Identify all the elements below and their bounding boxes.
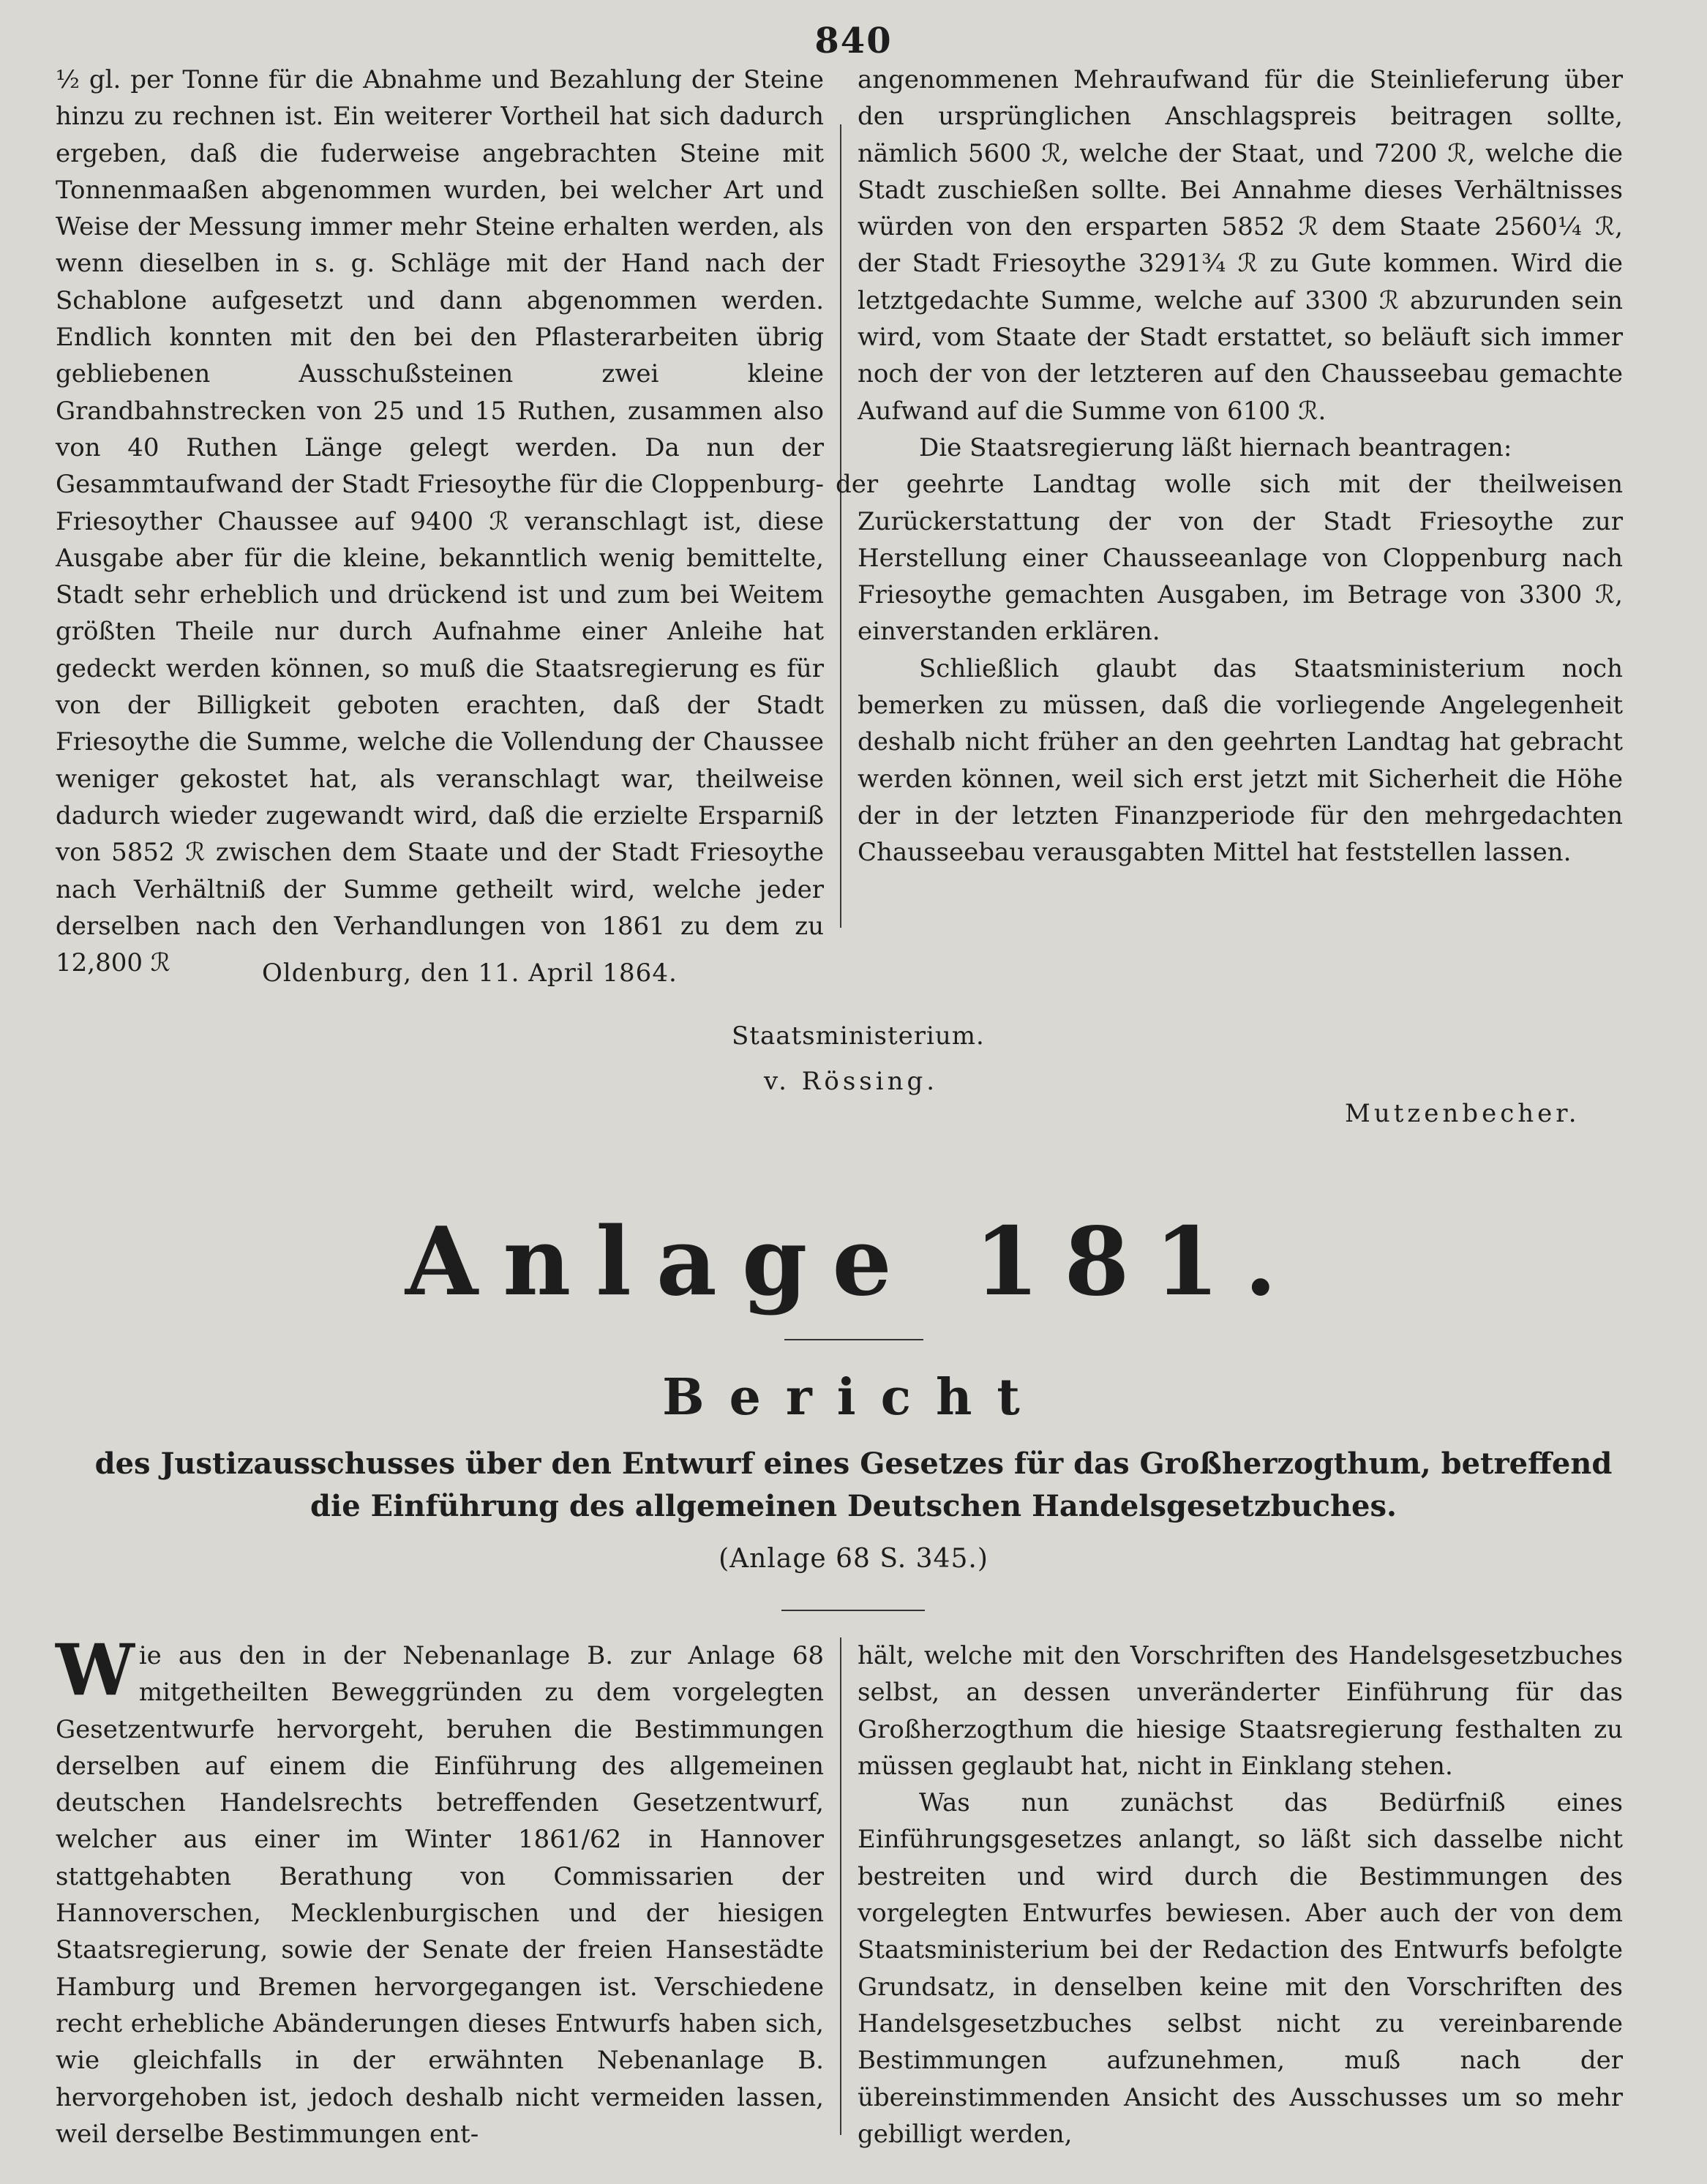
report-subtitle: des Justizausschusses über den Entwurf eines Gesetzes für das Großherzogthum, betreffend die Einführung des allgemeinen Deutschen Handelsgesetzbuches. [94, 1446, 1613, 1523]
reference-note: (Anlage 68 S. 345.) [719, 1544, 988, 1574]
column-divider [840, 1637, 841, 2135]
page-number: 840 [814, 20, 893, 61]
column-divider [840, 124, 841, 928]
paragraph: hält, welche mit den Vorschriften des Handelsgesetzbuches selbst, an dessen unveränderter Einführung für das Großherzogthum die hiesige Staatsregierung festhalten zu müssen geglaubt hat, nicht in Einklang stehen. [858, 1641, 1623, 1781]
request-paragraph: der geehrte Landtag wolle sich mit der theilweisen Zurückerstattung der von der Stadt Friesoythe zur Herstellung einer Chausseeanlage von Cloppenburg nach Friesoythe gemachten Ausgaben, im Betrage von 3300 ℛ, einverstanden erklären. [836, 470, 1623, 647]
divider-rule [784, 1339, 923, 1340]
signer-name: Mutzenbecher. [1345, 1099, 1580, 1128]
ministry-signature: Staatsministerium. [732, 1021, 985, 1051]
paragraph [56, 1629, 824, 2153]
paragraph: Was nun zunächst das Bedürfniß eines Einführungsgesetzes anlangt, so läßt sich dasselbe nicht bestreiten und wird durch die Bestimmungen des vorgelegten Entwurfes bewiesen. Aber auch der von dem Staatsministerium bei der Redaction des Entwurfs befolgte Grundsatz, in denselben keine mit den Vorschriften des Handelsgesetzbuches selbst nicht zu vereinbarende Bestimmungen aufzunehmen, muß nach der übereinstimmenden Ansicht des Ausschusses um so mehr gebilligt werden, [858, 1788, 1623, 2149]
paragraph-text: ie aus den in der Nebenanlage B. zur Anlage 68 mitgetheilten Beweggründen zu dem vorgelegten Gesetzentwurfe hervorgeht, beruhen die Bestimmungen derselben auf einem die Einführung des allgemeinen deutschen Handelsrechts betreffenden Gesetzentwurf, welcher aus einer im Winter 1861/62 in Hannover stattgehabten Berathung von Commissarien der Hannoverschen, Mecklenburgischen und der hiesigen Staatsregierung, sowie der Senate der freien Hansestädte Hamburg und Bremen hervorgegangen ist. Verschiedene recht erhebliche Abänderungen dieses Entwurfs haben sich, wie gleichfalls in der erwähnten Nebenanlage B. hervorgehoben ist, jedoch deshalb nicht vermeiden lassen, weil derselbe Bestimmungen ent- [56, 1641, 824, 2149]
bottom-right-column [858, 1637, 1623, 2153]
date-line: Oldenburg, den 11. April 1864. [262, 958, 678, 988]
paragraph: angenommenen Mehraufwand für die Steinlieferung über den ursprünglichen Anschlagspreis beitragen sollte, nämlich 5600 ℛ, welche der Staat, und 7200 ℛ, welche die Stadt zuschießen sollte. Bei Annahme dieses Verhältnisses würden von den ersparten 5852 ℛ dem Staate 2560¼ ℛ, der Stadt Friesoythe 3291¾ ℛ zu Gute kommen. Wird die letztgedachte Summe, welche auf 3300 ℛ abzurunden sein wird, vom Staate der Stadt erstattet, so beläuft sich immer noch der von der letzteren auf den Chausseebau gemachte Aufwand auf die Summe von 6100 ℛ. [858, 65, 1623, 426]
bottom-left-column [56, 1629, 824, 2153]
report-title: Bericht [662, 1368, 1045, 1427]
top-left-column [56, 61, 824, 981]
paragraph: Schließlich glaubt das Staatsministerium noch bemerken zu müssen, daß die vorliegende Angelegenheit deshalb nicht früher an den geehrten Landtag hat gebracht werden können, weil sich erst jetzt mit Sicherheit die Höhe der in der letzten Finanzperiode für den mehrgedachten Chausseebau verausgabten Mittel hat feststellen lassen. [858, 653, 1623, 868]
paragraph: Die Staatsregierung läßt hiernach beantragen: [919, 432, 1512, 462]
divider-rule [781, 1610, 925, 1611]
signer-name: v. Rössing. [764, 1067, 939, 1096]
drop-cap: W [56, 1629, 135, 1711]
paragraph: ½ gl. per Tonne für die Abnahme und Bezahlung der Steine hinzu zu rechnen ist. Ein weiterer Vortheil hat sich dadurch ergeben, daß die fuderweise angebrachten Steine mit Tonnenmaaßen abgenommen wurden, bei welcher Art und Weise der Messung immer mehr Steine erhalten werden, als wenn dieselben in s. g. Schläge mit der Hand nach der Schablone aufgesetzt und dann abgenommen werden. Endlich konnten mit den bei den Pflasterarbeiten übrig gebliebenen Ausschußsteinen zwei kleine Grandbahnstrecken von 25 und 15 Ruthen, zusammen also von 40 Ruthen Länge gelegt werden. Da nun der Gesammtaufwand der Stadt Friesoythe für die Cloppenburg-Friesoyther Chaussee auf 9400 ℛ veranschlagt ist, diese Ausgabe aber für die kleine, bekanntlich wenig bemittelte, Stadt sehr erheblich und drückend ist und zum bei Weitem größten Theile nur durch Aufnahme einer Anleihe hat gedeckt werden können, so muß die Staatsregierung es für von der Billigkeit geboten erachten, daß der Stadt Friesoythe die Summe, welche die Vollendung der Chaussee weniger gekostet hat, als veranschlagt war, theilweise dadurch wieder zugewandt wird, daß die erzielte Ersparniß von 5852 ℛ zwischen dem Staate und der Stadt Friesoythe nach Verhältniß der Summe getheilt wird, welche jeder derselben nach den Verhandlungen von 1861 zu dem zu 12,800 ℛ [56, 65, 824, 978]
top-right-column [836, 61, 1623, 871]
section-heading: Anlage 181. [405, 1207, 1302, 1317]
